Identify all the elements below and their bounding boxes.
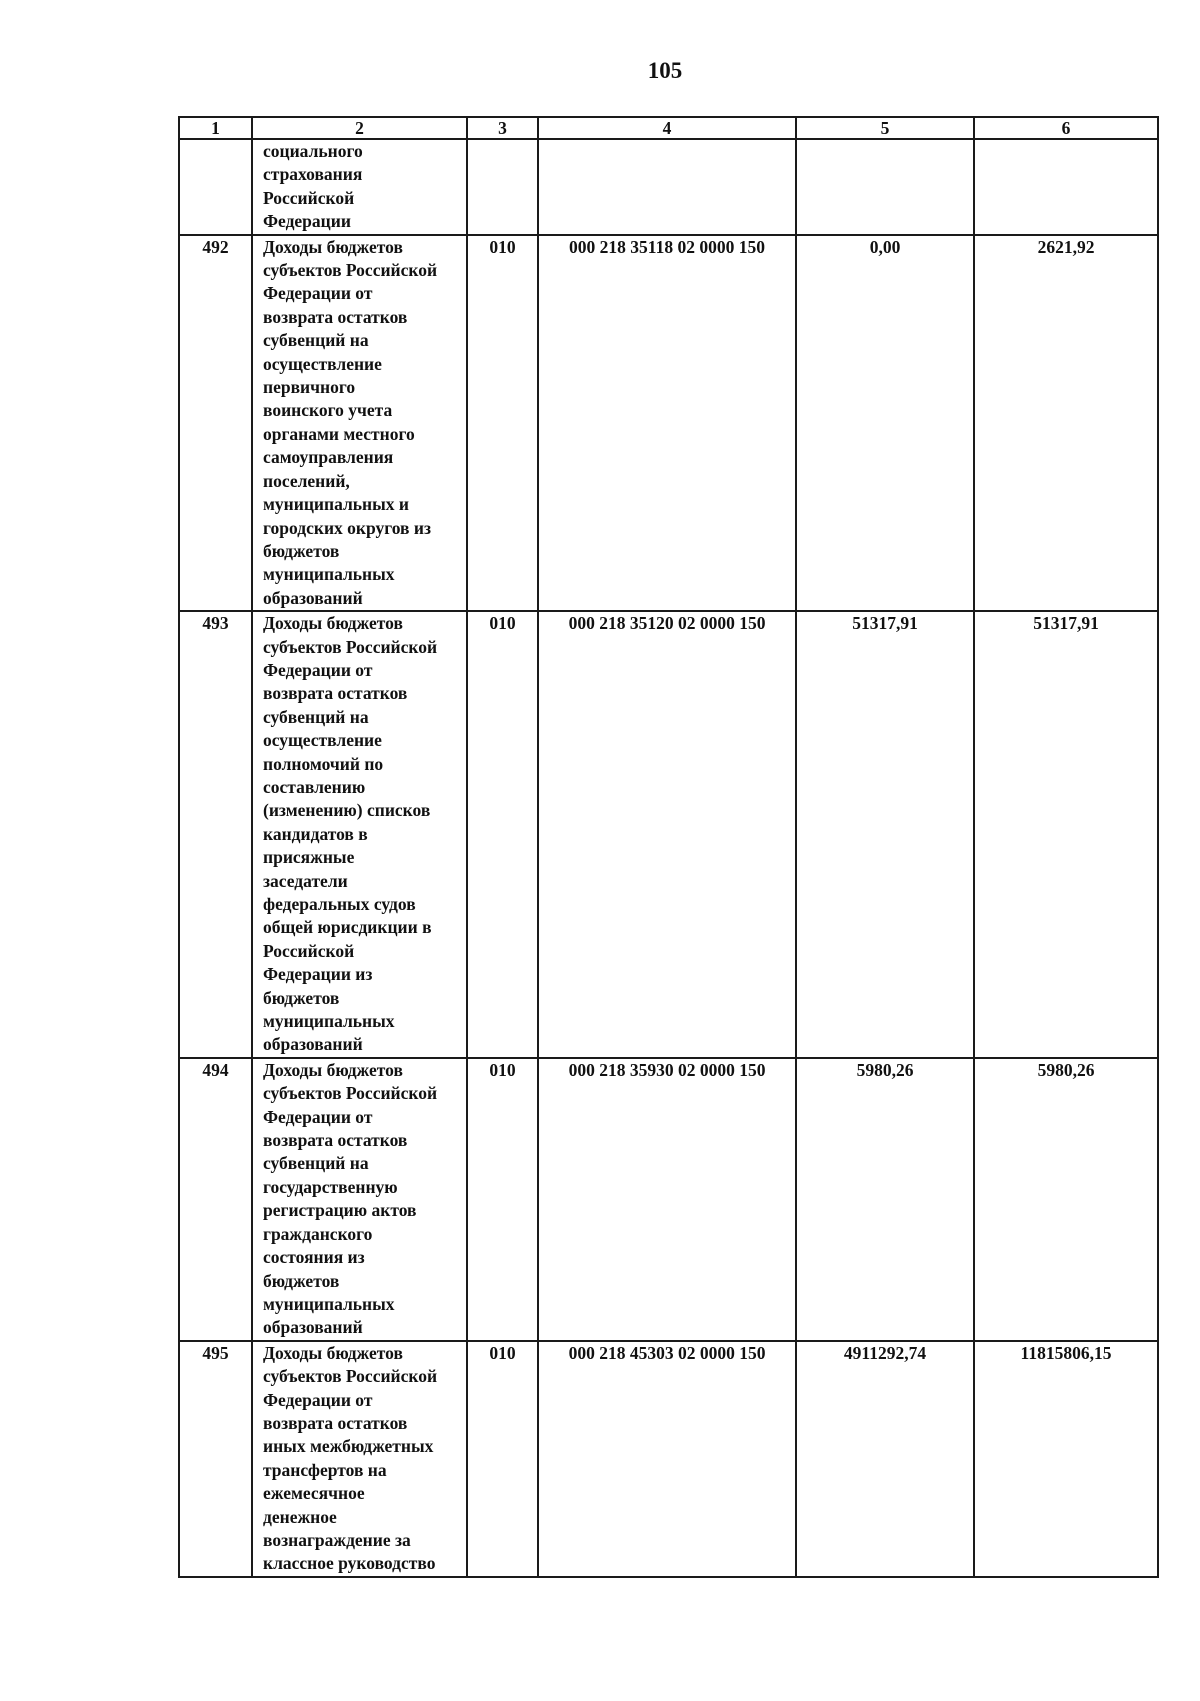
description-line: полномочий по xyxy=(263,753,384,774)
row-amount-col5: 5980,26 xyxy=(796,1058,974,1341)
description-line: Доходы бюджетов xyxy=(263,613,403,634)
row-number: 492 xyxy=(179,235,252,612)
row-admin-code: 010 xyxy=(467,1058,538,1341)
description-line: Российской xyxy=(263,187,355,208)
description-line: субвенций на xyxy=(263,706,369,727)
description-line: страхования xyxy=(263,164,363,185)
row-amount-col6 xyxy=(974,139,1158,235)
description-line: Доходы бюджетов xyxy=(263,1342,403,1363)
description-line: Федерации от xyxy=(263,1389,373,1410)
description-line: субъектов Российской xyxy=(263,1366,438,1387)
description-line: регистрацию актов xyxy=(263,1200,417,1221)
description-line: органами местного xyxy=(263,423,415,444)
header-col-4: 4 xyxy=(538,117,796,139)
table-row xyxy=(179,1058,1158,1341)
description-line: самоуправления xyxy=(263,447,394,468)
description-line: денежное xyxy=(263,1506,337,1527)
description-line: городских округов из xyxy=(263,517,432,538)
description-line: Федерации xyxy=(263,211,351,232)
description-line: осуществление xyxy=(263,730,382,751)
description-line: Российской xyxy=(263,940,355,961)
description-line: бюджетов xyxy=(263,987,340,1008)
description-line: иных межбюджетных xyxy=(263,1436,434,1457)
description-line: государственную xyxy=(263,1176,398,1197)
description-line: классное руководство xyxy=(263,1553,436,1574)
row-description xyxy=(252,139,467,235)
description-line: Федерации от xyxy=(263,1106,373,1127)
row-amount-col6: 5980,26 xyxy=(974,1058,1158,1341)
description-line: присяжные xyxy=(263,847,355,868)
row-number: 495 xyxy=(179,1341,252,1577)
description-line: субъектов Российской xyxy=(263,260,438,281)
row-admin-code: 010 xyxy=(467,611,538,1058)
table-header-row xyxy=(179,117,1158,139)
row-description xyxy=(252,235,467,612)
description-line: бюджетов xyxy=(263,1270,340,1291)
description-line: гражданского xyxy=(263,1223,373,1244)
row-amount-col5: 0,00 xyxy=(796,235,974,612)
description-line: федеральных судов xyxy=(263,894,416,914)
row-amount-col6: 2621,92 xyxy=(974,235,1158,612)
description-line: муниципальных xyxy=(263,1293,395,1314)
description-line: вознаграждение за xyxy=(263,1529,411,1550)
description-line: Федерации от xyxy=(263,283,373,304)
description-line: муниципальных xyxy=(263,1011,395,1032)
row-description xyxy=(252,1341,467,1577)
description-line: состояния из xyxy=(263,1247,365,1268)
row-budget-code: 000 218 35930 02 0000 150 xyxy=(538,1058,796,1341)
description-line: составлению xyxy=(263,776,366,797)
row-admin-code: 010 xyxy=(467,1341,538,1577)
header-col-3: 3 xyxy=(467,117,538,139)
description-line: субвенций на xyxy=(263,1153,369,1174)
description-line: ежемесячное xyxy=(263,1483,365,1504)
row-amount-col6: 51317,91 xyxy=(974,611,1158,1058)
description-line: социального xyxy=(263,141,363,161)
row-amount-col5: 4911292,74 xyxy=(796,1341,974,1577)
description-line: образований xyxy=(263,587,363,608)
description-line: субвенций на xyxy=(263,330,369,351)
description-line: Доходы бюджетов xyxy=(263,1059,403,1080)
row-description xyxy=(252,611,467,1058)
description-line: возврата остатков xyxy=(263,1130,408,1151)
table-row xyxy=(179,235,1158,612)
row-admin-code xyxy=(467,139,538,235)
description-line: Доходы бюджетов xyxy=(263,236,403,257)
description-line: первичного xyxy=(263,377,356,398)
description-line: общей юрисдикции в xyxy=(263,917,432,938)
description-line: Федерации от xyxy=(263,659,373,680)
description-line: субъектов Российской xyxy=(263,1083,438,1104)
table-row xyxy=(179,611,1158,1058)
description-line: осуществление xyxy=(263,353,382,374)
row-number: 494 xyxy=(179,1058,252,1341)
description-line: субъектов Российской xyxy=(263,636,438,657)
page-number: 105 xyxy=(647,58,683,83)
description-line: трансфертов на xyxy=(263,1459,387,1480)
row-budget-code: 000 218 35118 02 0000 150 xyxy=(538,235,796,612)
description-line: кандидатов в xyxy=(263,823,368,844)
header-col-1: 1 xyxy=(179,117,252,139)
description-line: поселений, xyxy=(263,470,350,491)
table-row xyxy=(179,139,1158,235)
header-col-2: 2 xyxy=(252,117,467,139)
row-number xyxy=(179,139,252,235)
description-line: муниципальных и xyxy=(263,494,410,515)
description-line: образований xyxy=(263,1317,363,1338)
row-description xyxy=(252,1058,467,1341)
row-number: 493 xyxy=(179,611,252,1058)
header-col-6: 6 xyxy=(974,117,1158,139)
description-line: Федерации из xyxy=(263,964,373,985)
row-budget-code: 000 218 45303 02 0000 150 xyxy=(538,1341,796,1577)
description-line: возврата остатков xyxy=(263,683,408,704)
row-admin-code: 010 xyxy=(467,235,538,612)
description-line: (изменению) списков xyxy=(263,800,431,821)
budget-revenue-table xyxy=(178,116,1159,1578)
description-line: образований xyxy=(263,1034,363,1055)
table-row xyxy=(179,1341,1158,1577)
row-amount-col5: 51317,91 xyxy=(796,611,974,1058)
description-line: бюджетов xyxy=(263,540,340,561)
row-amount-col6: 11815806,15 xyxy=(974,1341,1158,1577)
description-line: возврата остатков xyxy=(263,306,408,327)
description-line: возврата остатков xyxy=(263,1412,408,1433)
row-amount-col5 xyxy=(796,139,974,235)
header-col-5: 5 xyxy=(796,117,974,139)
description-line: заседатели xyxy=(263,870,348,891)
description-line: муниципальных xyxy=(263,564,395,585)
row-budget-code xyxy=(538,139,796,235)
description-line: воинского учета xyxy=(263,400,393,421)
row-budget-code: 000 218 35120 02 0000 150 xyxy=(538,611,796,1058)
